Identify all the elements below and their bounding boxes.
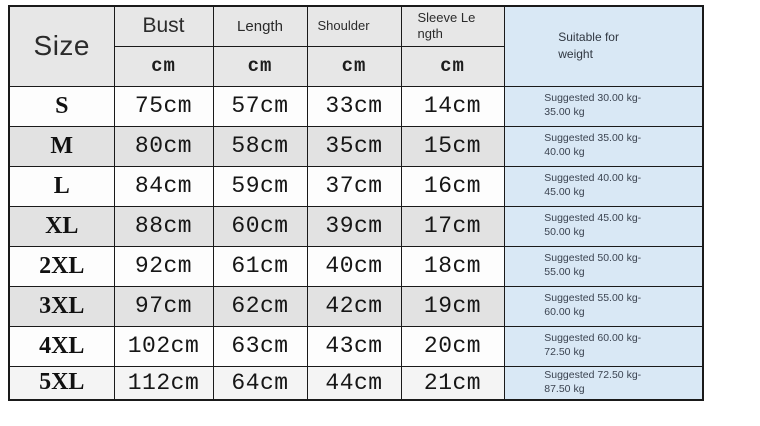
column-header-length: Length (213, 6, 307, 46)
weight-cell (504, 286, 703, 326)
length-cell: 60cm (213, 206, 307, 246)
unit-header-bust: cm (114, 46, 213, 86)
weight-cell (504, 86, 703, 126)
length-cell: 58cm (213, 126, 307, 166)
sleeve-cell: 19cm (401, 286, 504, 326)
table-row (9, 246, 703, 286)
column-header-shoulder (307, 6, 401, 46)
table-row (9, 206, 703, 246)
sleeve-cell: 17cm (401, 206, 504, 246)
shoulder-cell: 37cm (307, 166, 401, 206)
weight-suggestion-text: Suggested 45.00 kg-50.00 kg (544, 212, 642, 238)
sleeve-cell: 18cm (401, 246, 504, 286)
size-cell: M (9, 126, 114, 166)
weight-cell (504, 246, 703, 286)
sleeve-cell: 21cm (401, 366, 504, 400)
bust-cell: 102cm (114, 326, 213, 366)
table-row (9, 326, 703, 366)
table-row (9, 86, 703, 126)
table-row (9, 166, 703, 206)
bust-cell: 97cm (114, 286, 213, 326)
unit-header-sleeve: cm (401, 46, 504, 86)
bust-cell: 88cm (114, 206, 213, 246)
shoulder-cell: 44cm (307, 366, 401, 400)
table-row (9, 286, 703, 326)
shoulder-cell: 42cm (307, 286, 401, 326)
table-row (9, 366, 703, 400)
weight-cell (504, 366, 703, 400)
bust-cell: 92cm (114, 246, 213, 286)
table-header (9, 6, 703, 86)
length-cell: 61cm (213, 246, 307, 286)
weight-suggestion-text: Suggested 72.50 kg-87.50 kg (544, 368, 642, 395)
size-cell: L (9, 166, 114, 206)
size-table-body (9, 86, 703, 400)
size-cell: 5XL (9, 366, 114, 400)
column-header-bust: Bust (114, 6, 213, 46)
size-cell: S (9, 86, 114, 126)
size-cell: 2XL (9, 246, 114, 286)
size-chart-table (8, 5, 704, 401)
size-cell: 3XL (9, 286, 114, 326)
size-cell: 4XL (9, 326, 114, 366)
header-row-labels (9, 6, 703, 46)
weight-cell (504, 126, 703, 166)
length-cell: 64cm (213, 366, 307, 400)
length-cell: 57cm (213, 86, 307, 126)
weight-suggestion-text: Suggested 60.00 kg-72.50 kg (544, 332, 642, 358)
sleeve-cell: 16cm (401, 166, 504, 206)
size-cell: XL (9, 206, 114, 246)
shoulder-cell: 40cm (307, 246, 401, 286)
weight-suggestion-text: Suggested 30.00 kg-35.00 kg (544, 92, 642, 118)
column-header-suitable-weight-label: Suitable for weight (558, 30, 619, 62)
bust-cell: 84cm (114, 166, 213, 206)
length-cell: 59cm (213, 166, 307, 206)
column-header-sleeve-length (401, 6, 504, 46)
weight-cell (504, 326, 703, 366)
bust-cell: 112cm (114, 366, 213, 400)
weight-suggestion-text: Suggested 40.00 kg-45.00 kg (544, 172, 642, 198)
shoulder-cell: 33cm (307, 86, 401, 126)
sleeve-cell: 15cm (401, 126, 504, 166)
weight-cell (504, 166, 703, 206)
shoulder-cell: 43cm (307, 326, 401, 366)
unit-header-length: cm (213, 46, 307, 86)
sleeve-cell: 14cm (401, 86, 504, 126)
shoulder-cell: 39cm (307, 206, 401, 246)
shoulder-cell: 35cm (307, 126, 401, 166)
weight-cell (504, 206, 703, 246)
bust-cell: 75cm (114, 86, 213, 126)
bust-cell: 80cm (114, 126, 213, 166)
table-row (9, 126, 703, 166)
column-header-shoulder-label: Shoulder (317, 18, 370, 34)
weight-suggestion-text: Suggested 35.00 kg-40.00 kg (544, 132, 642, 158)
column-header-size: Size (9, 6, 114, 86)
length-cell: 63cm (213, 326, 307, 366)
column-header-sleeve-length-label: Sleeve Length (417, 10, 476, 42)
unit-header-shoulder: cm (307, 46, 401, 86)
weight-suggestion-text: Suggested 55.00 kg-60.00 kg (544, 292, 642, 318)
length-cell: 62cm (213, 286, 307, 326)
sleeve-cell: 20cm (401, 326, 504, 366)
weight-suggestion-text: Suggested 50.00 kg-55.00 kg (544, 252, 642, 278)
column-header-suitable-weight (504, 6, 703, 86)
